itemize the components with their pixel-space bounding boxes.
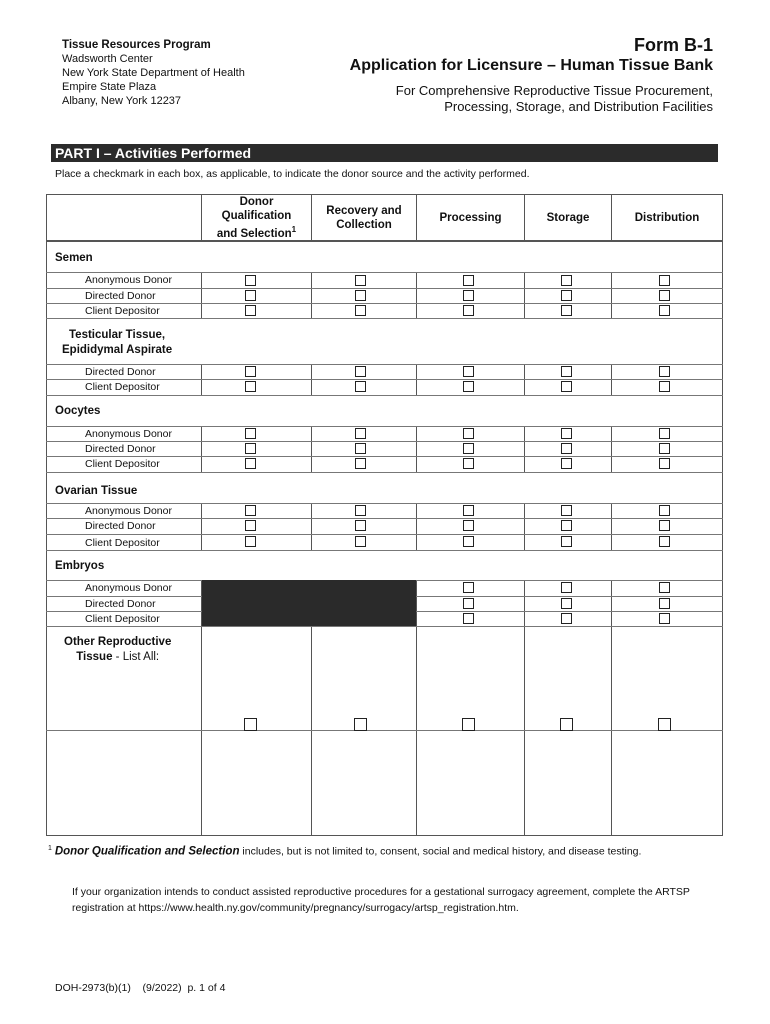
activity-checkbox[interactable] bbox=[355, 443, 366, 454]
activity-checkbox[interactable] bbox=[561, 520, 572, 531]
shaded-not-applicable-cell bbox=[202, 580, 416, 626]
col-header-line: and Selection bbox=[216, 227, 292, 240]
activity-checkbox[interactable] bbox=[355, 505, 366, 516]
activity-checkbox[interactable] bbox=[659, 613, 670, 624]
other-tissue-checkbox[interactable] bbox=[462, 718, 475, 731]
group-line: Epididymal Aspirate bbox=[62, 344, 173, 356]
activity-checkbox[interactable] bbox=[659, 458, 670, 469]
col-header-storage: Storage bbox=[546, 212, 590, 224]
row-label-directed: Directed Donor bbox=[85, 443, 156, 455]
activity-checkbox[interactable] bbox=[355, 381, 366, 392]
row-label-client: Client Depositor bbox=[85, 305, 160, 317]
row-divider bbox=[46, 318, 723, 319]
program-name: Tissue Resources Program bbox=[62, 39, 211, 51]
row-divider bbox=[46, 395, 723, 396]
col-header-line: Collection bbox=[336, 219, 392, 231]
group-line: Testicular Tissue, bbox=[69, 329, 166, 341]
activity-checkbox[interactable] bbox=[659, 366, 670, 377]
activity-checkbox[interactable] bbox=[355, 536, 366, 547]
activity-checkbox[interactable] bbox=[245, 536, 256, 547]
row-divider bbox=[46, 288, 723, 289]
activity-checkbox[interactable] bbox=[463, 366, 474, 377]
col-header-processing: Processing bbox=[439, 212, 502, 224]
activity-checkbox[interactable] bbox=[659, 443, 670, 454]
group-ovarian: Ovarian Tissue bbox=[55, 485, 138, 497]
activity-checkbox[interactable] bbox=[561, 381, 572, 392]
activity-checkbox[interactable] bbox=[561, 536, 572, 547]
activity-checkbox[interactable] bbox=[659, 275, 670, 286]
footnote-marker: 1 bbox=[48, 845, 52, 852]
activity-checkbox[interactable] bbox=[561, 275, 572, 286]
footnote-ref: 1 bbox=[291, 225, 297, 235]
form-number: Form B-1 bbox=[633, 35, 713, 55]
column-divider bbox=[201, 503, 202, 550]
activity-checkbox[interactable] bbox=[355, 305, 366, 316]
row-divider bbox=[46, 534, 723, 535]
activity-checkbox[interactable] bbox=[245, 305, 256, 316]
col-header-recovery bbox=[312, 196, 416, 240]
activity-checkbox[interactable] bbox=[463, 428, 474, 439]
column-divider bbox=[201, 272, 202, 318]
activity-checkbox[interactable] bbox=[659, 536, 670, 547]
activity-checkbox[interactable] bbox=[659, 598, 670, 609]
header-divider bbox=[46, 240, 723, 242]
col-header-line: Recovery and bbox=[326, 205, 402, 217]
form-header bbox=[350, 34, 713, 115]
activity-checkbox[interactable] bbox=[561, 458, 572, 469]
activity-checkbox[interactable] bbox=[355, 458, 366, 469]
activity-checkbox[interactable] bbox=[355, 520, 366, 531]
group-testicular bbox=[62, 328, 172, 358]
address-line: Albany, New York 12237 bbox=[62, 95, 182, 107]
activity-checkbox[interactable] bbox=[355, 290, 366, 301]
column-divider bbox=[611, 272, 612, 318]
col-header-line: Qualification bbox=[221, 210, 292, 223]
group-semen: Semen bbox=[55, 252, 93, 264]
activity-checkbox[interactable] bbox=[659, 582, 670, 593]
row-label-anonymous: Anonymous Donor bbox=[85, 505, 172, 517]
row-divider bbox=[46, 456, 723, 457]
activity-checkbox[interactable] bbox=[463, 598, 474, 609]
column-divider bbox=[311, 272, 312, 318]
row-label-anonymous: Anonymous Donor bbox=[85, 428, 172, 440]
activity-checkbox[interactable] bbox=[245, 381, 256, 392]
row-label-directed: Directed Donor bbox=[85, 366, 156, 378]
row-label-client: Client Depositor bbox=[85, 458, 160, 470]
row-label-directed: Directed Donor bbox=[85, 520, 156, 532]
activity-checkbox[interactable] bbox=[561, 428, 572, 439]
form-subtitle-line: Processing, Storage, and Distribution Facilities bbox=[444, 99, 713, 114]
column-divider bbox=[524, 580, 525, 626]
other-tissue-checkbox[interactable] bbox=[560, 718, 573, 731]
form-subtitle-line: For Comprehensive Reproductive Tissue Procurement, bbox=[395, 83, 713, 98]
row-label-directed: Directed Donor bbox=[85, 598, 156, 610]
address-line: Wadsworth Center bbox=[62, 53, 153, 65]
group-embryos: Embryos bbox=[55, 560, 105, 572]
instruction-text: Place a checkmark in each box, as applicable, to indicate the donor source and the activity performed. bbox=[55, 168, 530, 180]
column-divider bbox=[416, 272, 417, 318]
row-divider bbox=[46, 379, 723, 380]
program-address bbox=[62, 38, 245, 108]
other-tissue-checkbox[interactable] bbox=[244, 718, 257, 731]
column-divider bbox=[611, 503, 612, 550]
group-other bbox=[64, 635, 171, 665]
activity-checkbox[interactable] bbox=[561, 443, 572, 454]
activity-checkbox[interactable] bbox=[561, 582, 572, 593]
activity-checkbox[interactable] bbox=[561, 505, 572, 516]
other-tissue-checkbox[interactable] bbox=[354, 718, 367, 731]
row-divider bbox=[46, 626, 723, 627]
activity-checkbox[interactable] bbox=[245, 428, 256, 439]
column-divider bbox=[416, 426, 417, 472]
surrogacy-note: If your organization intends to conduct assisted reproductive procedures for a gestational surrogacy agreement, complete the ARTSP registration at https://www.health.ny.gov/community/pregnancy/surrogacy/artsp_registration.htm. bbox=[72, 886, 690, 914]
activity-checkbox[interactable] bbox=[561, 613, 572, 624]
col-header-line: Donor bbox=[239, 196, 274, 209]
footnote bbox=[48, 845, 641, 858]
activity-checkbox[interactable] bbox=[659, 290, 670, 301]
row-label-anonymous: Anonymous Donor bbox=[85, 274, 172, 286]
column-divider bbox=[611, 426, 612, 472]
activity-checkbox[interactable] bbox=[659, 428, 670, 439]
activity-checkbox[interactable] bbox=[463, 275, 474, 286]
activity-checkbox[interactable] bbox=[463, 290, 474, 301]
row-divider bbox=[46, 472, 723, 473]
column-divider bbox=[611, 580, 612, 626]
footnote-term: Donor Qualification and Selection bbox=[54, 845, 240, 858]
column-divider bbox=[524, 272, 525, 318]
group-line: Tissue bbox=[76, 651, 113, 663]
row-label-directed: Directed Donor bbox=[85, 290, 156, 302]
row-label-client: Client Depositor bbox=[85, 537, 160, 549]
activity-checkbox[interactable] bbox=[659, 381, 670, 392]
column-divider bbox=[311, 426, 312, 472]
activity-checkbox[interactable] bbox=[463, 305, 474, 316]
col-header-donor-qualification bbox=[202, 196, 311, 240]
activity-checkbox[interactable] bbox=[245, 290, 256, 301]
activity-checkbox[interactable] bbox=[561, 366, 572, 377]
activity-checkbox[interactable] bbox=[659, 520, 670, 531]
activity-checkbox[interactable] bbox=[463, 458, 474, 469]
activity-checkbox[interactable] bbox=[355, 275, 366, 286]
form-subtitle bbox=[350, 83, 713, 115]
group-oocytes: Oocytes bbox=[55, 405, 101, 417]
activity-checkbox[interactable] bbox=[463, 520, 474, 531]
row-divider bbox=[46, 364, 723, 365]
col-header-distribution: Distribution bbox=[634, 212, 700, 224]
row-divider bbox=[46, 441, 723, 442]
row-divider bbox=[46, 503, 723, 504]
column-divider bbox=[416, 580, 417, 626]
group-line: Other Reproductive bbox=[64, 636, 172, 648]
activity-checkbox[interactable] bbox=[245, 520, 256, 531]
activity-checkbox[interactable] bbox=[245, 443, 256, 454]
activity-checkbox[interactable] bbox=[355, 428, 366, 439]
row-label-client: Client Depositor bbox=[85, 613, 160, 625]
activity-checkbox[interactable] bbox=[659, 305, 670, 316]
activity-checkbox[interactable] bbox=[561, 598, 572, 609]
row-divider bbox=[46, 518, 723, 519]
row-label-anonymous: Anonymous Donor bbox=[85, 582, 172, 594]
other-tissue-checkbox[interactable] bbox=[658, 718, 671, 731]
activity-checkbox[interactable] bbox=[245, 458, 256, 469]
column-divider bbox=[524, 503, 525, 550]
address-line: New York State Department of Health bbox=[62, 67, 245, 79]
activity-checkbox[interactable] bbox=[463, 613, 474, 624]
address-line: Empire State Plaza bbox=[62, 81, 157, 93]
part-title-bar: PART I – Activities Performed bbox=[51, 144, 718, 162]
form-title: Application for Licensure – Human Tissue Bank bbox=[349, 57, 713, 74]
footnote-text: includes, but is not limited to, consent, social and medical history, and disease testing. bbox=[239, 845, 642, 858]
row-divider bbox=[46, 730, 723, 731]
activity-checkbox[interactable] bbox=[355, 366, 366, 377]
column-divider bbox=[524, 426, 525, 472]
row-divider bbox=[46, 426, 723, 427]
row-label-client: Client Depositor bbox=[85, 381, 160, 393]
activity-checkbox[interactable] bbox=[659, 505, 670, 516]
row-divider bbox=[46, 550, 723, 551]
activity-checkbox[interactable] bbox=[561, 290, 572, 301]
activity-checkbox[interactable] bbox=[245, 275, 256, 286]
column-divider bbox=[416, 503, 417, 550]
activity-checkbox[interactable] bbox=[463, 582, 474, 593]
activity-checkbox[interactable] bbox=[463, 443, 474, 454]
activity-checkbox[interactable] bbox=[463, 536, 474, 547]
row-divider bbox=[46, 303, 723, 304]
row-divider bbox=[46, 272, 723, 273]
activity-checkbox[interactable] bbox=[561, 305, 572, 316]
group-line-suffix: - List All: bbox=[112, 651, 160, 663]
form-id: DOH-2973(b)(1) (9/2022) p. 1 of 4 bbox=[55, 982, 226, 994]
column-divider bbox=[311, 503, 312, 550]
activity-checkbox[interactable] bbox=[245, 505, 256, 516]
column-divider bbox=[201, 426, 202, 472]
activity-checkbox[interactable] bbox=[245, 366, 256, 377]
activity-checkbox[interactable] bbox=[463, 381, 474, 392]
activity-checkbox[interactable] bbox=[463, 505, 474, 516]
